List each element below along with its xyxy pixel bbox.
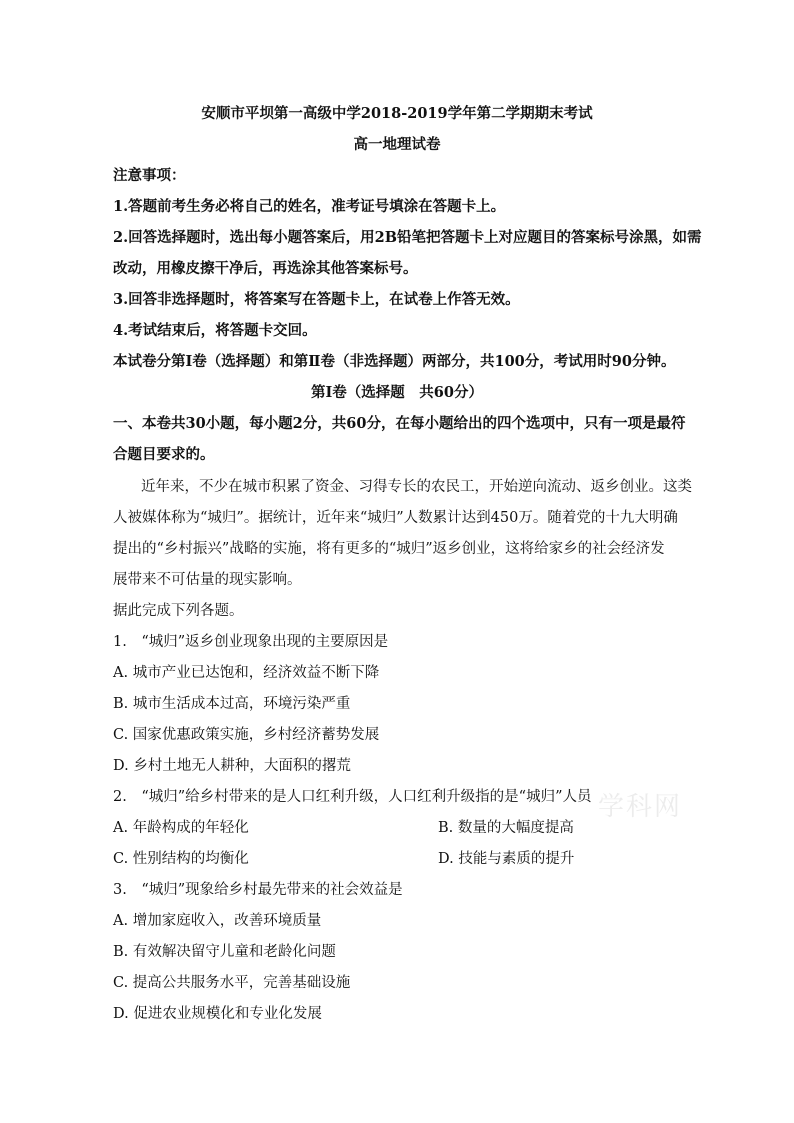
passage-line-1: 近年来，不少在城市积累了资金、习得专长的农民工，开始逆向流动、返乡创业。这类 bbox=[141, 479, 692, 495]
question-2-option-a: A. 年龄构成的年轻化 bbox=[113, 820, 249, 836]
question-3-option-d: D. 促进农业规模化和专业化发展 bbox=[113, 1006, 322, 1022]
question-2-stem: 2. “城归”给乡村带来的是人口红利升级，人口红利升级指的是“城归”人员 bbox=[113, 789, 592, 805]
notice-heading: 注意事项： bbox=[113, 167, 186, 184]
section-title: 第Ⅰ卷（选择题 共60分） bbox=[311, 384, 483, 401]
question-1-option-d: D. 乡村土地无人耕种，大面积的撂荒 bbox=[113, 758, 351, 774]
question-2-option-d: D. 技能与素质的提升 bbox=[438, 851, 575, 867]
question-2-option-c: C. 性别结构的均衡化 bbox=[113, 851, 249, 867]
question-3-option-c: C. 提高公共服务水平，完善基础设施 bbox=[113, 975, 351, 991]
notice-item-4: 4.考试结束后，将答题卡交回。 bbox=[113, 322, 317, 339]
watermark: 学科网 bbox=[598, 792, 683, 822]
notice-item-1: 1.答题前考生务必将自己的姓名，准考证号填涂在答题卡上。 bbox=[113, 198, 506, 215]
question-1-stem: 1. “城归”返乡创业现象出现的主要原因是 bbox=[113, 634, 389, 650]
question-3-option-a: A. 增加家庭收入，改善环境质量 bbox=[113, 913, 322, 929]
section-instruction-b: 合题目要求的。 bbox=[113, 446, 215, 463]
question-1-option-c: C. 国家优惠政策实施，乡村经济蓄势发展 bbox=[113, 727, 380, 743]
exam-subtitle: 高一地理试卷 bbox=[353, 136, 441, 153]
exam-title: 安顺市平坝第一高级中学2018-2019学年第二学期期末考试 bbox=[201, 105, 593, 122]
question-3-option-b: B. 有效解决留守儿童和老龄化问题 bbox=[113, 944, 336, 960]
question-1-option-b: B. 城市生活成本过高，环境污染严重 bbox=[113, 696, 351, 712]
section-instruction-a: 一、本卷共30小题，每小题2分，共60分，在每小题给出的四个选项中，只有一项是最符 bbox=[113, 415, 686, 432]
notice-summary: 本试卷分第Ⅰ卷（选择题）和第Ⅱ卷（非选择题）两部分，共100分，考试用时90分钟。 bbox=[113, 353, 676, 370]
notice-item-2a: 2.回答选择题时，选出每小题答案后，用2B铅笔把答题卡上对应题目的答案标号涂黑，如需 bbox=[113, 229, 702, 246]
question-1-option-a: A. 城市产业已达饱和，经济效益不断下降 bbox=[113, 665, 380, 681]
passage-line-4: 展带来不可估量的现实影响。 bbox=[113, 572, 302, 588]
question-3-stem: 3. “城归”现象给乡村最先带来的社会效益是 bbox=[113, 882, 403, 898]
notice-item-3: 3.回答非选择题时，将答案写在答题卡上，在试卷上作答无效。 bbox=[113, 291, 520, 308]
notice-item-2b: 改动，用橡皮擦干净后，再选涂其他答案标号。 bbox=[113, 260, 418, 277]
question-2-option-b: B. 数量的大幅度提高 bbox=[438, 820, 574, 836]
passage-prompt: 据此完成下列各题。 bbox=[113, 603, 244, 619]
passage-line-3: 提出的“乡村振兴”战略的实施，将有更多的“城归”返乡创业，这将给家乡的社会经济发 bbox=[113, 541, 665, 557]
passage-line-2: 人被媒体称为“城归”。据统计，近年来“城归”人数累计达到450万。随着党的十九大明确 bbox=[113, 510, 678, 526]
